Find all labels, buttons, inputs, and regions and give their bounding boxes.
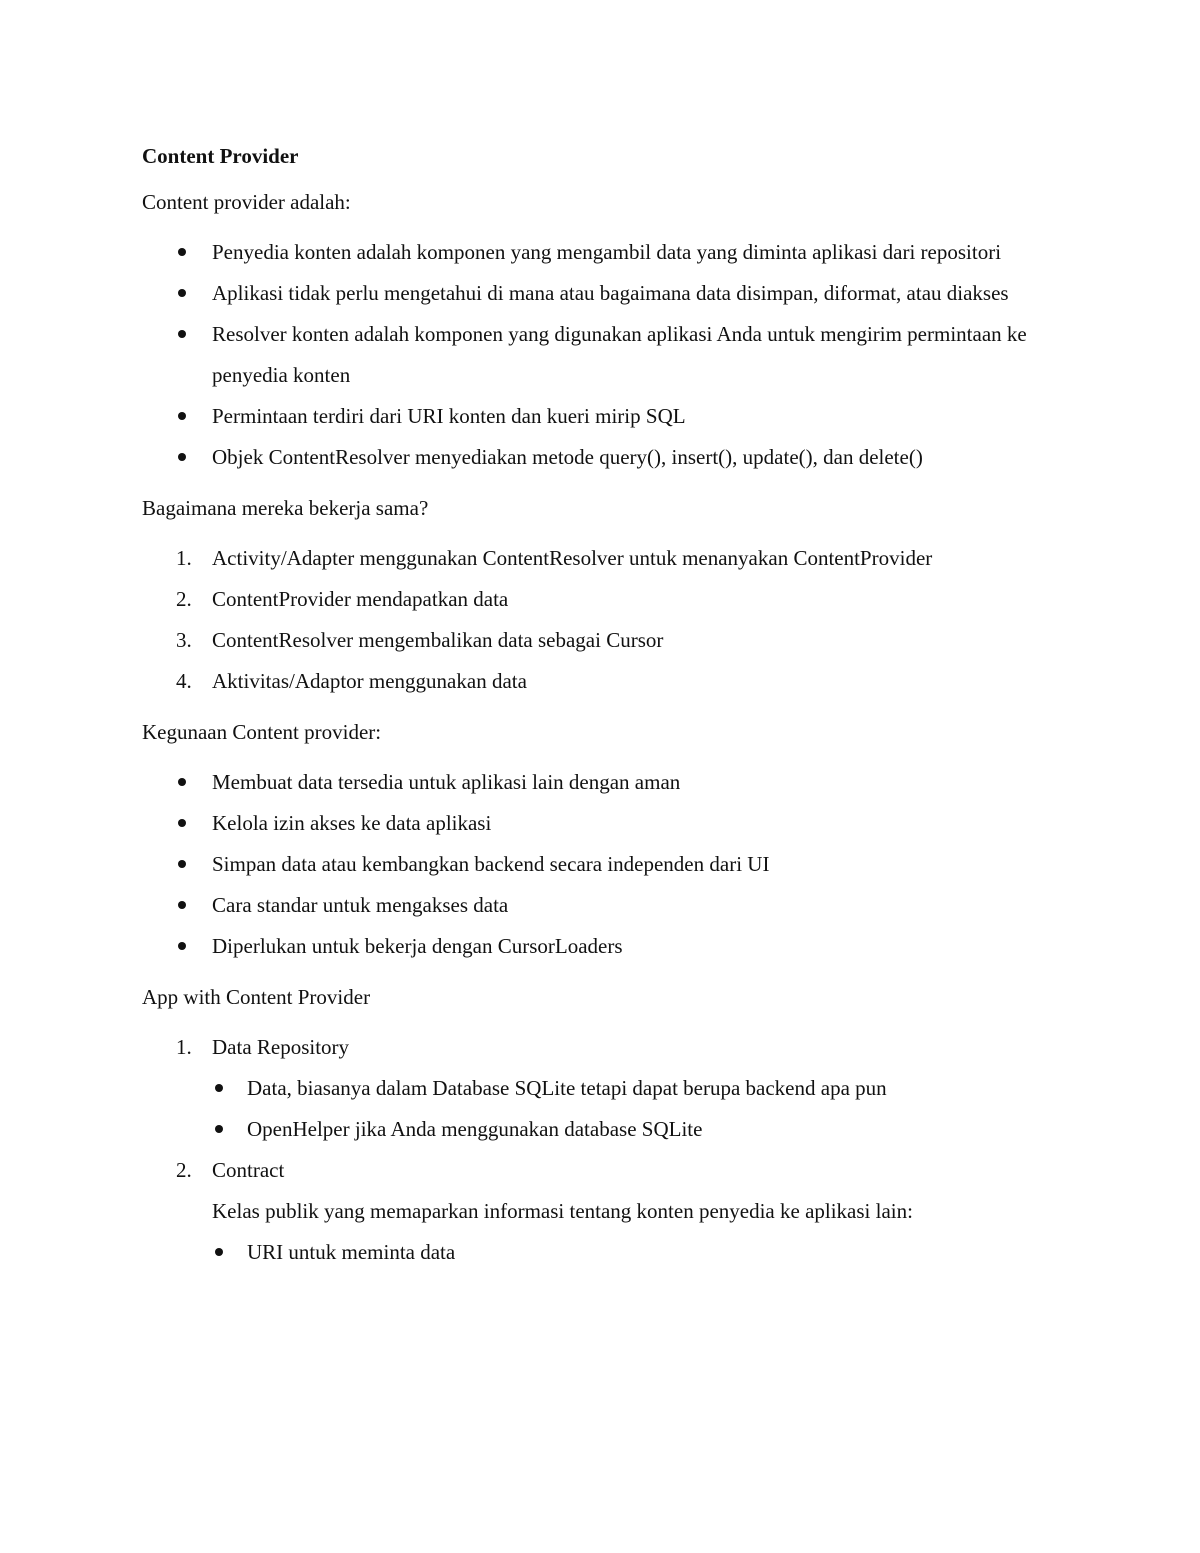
list-item-description: Kelas publik yang memaparkan informasi tentang konten penyedia ke aplikasi lain: (212, 1199, 913, 1223)
list-item: Diperlukan untuk bekerja dengan CursorLoaders (142, 926, 1042, 967)
list-item-text: Contract (212, 1158, 285, 1182)
list-item (142, 1150, 1042, 1273)
list-item: Resolver konten adalah komponen yang digunakan aplikasi Anda untuk mengirim permintaan ke penyedia konten (142, 314, 1042, 396)
uses-heading: Kegunaan Content provider: (142, 720, 382, 744)
list-item (142, 661, 1042, 702)
list-item (142, 1027, 1042, 1150)
sub-bullet-list (212, 1232, 1042, 1273)
list-item: Simpan data atau kembangkan backend secara independen dari UI (142, 844, 1042, 885)
sub-list-item: OpenHelper jika Anda menggunakan database SQLite (212, 1109, 1042, 1150)
intro-paragraph: Content provider adalah: (142, 190, 351, 214)
list-item (142, 579, 1042, 620)
app-items-list (142, 1027, 1042, 1273)
list-item: Membuat data tersedia untuk aplikasi lain dengan aman (142, 762, 1042, 803)
list-number: 1. (176, 1035, 192, 1059)
list-item: Cara standar untuk mengakses data (142, 885, 1042, 926)
list-item: Aplikasi tidak perlu mengetahui di mana atau bagaimana data disimpan, diformat, atau diakses (142, 273, 1042, 314)
list-item-text: ContentProvider mendapatkan data (212, 587, 509, 611)
list-number: 4. (176, 669, 192, 693)
list-item (142, 538, 1042, 579)
definition-bullet-list (142, 232, 1042, 478)
uses-bullet-list (142, 762, 1042, 967)
list-item-text: ContentResolver mengembalikan data sebagai Cursor (212, 628, 664, 652)
sub-list-item: URI untuk meminta data (212, 1232, 1042, 1273)
list-item-text: Activity/Adapter menggunakan ContentResolver untuk menanyakan ContentProvider (212, 546, 933, 570)
how-heading: Bagaimana mereka bekerja sama? (142, 496, 429, 520)
list-item: Penyedia konten adalah komponen yang mengambil data yang diminta aplikasi dari repositori (142, 232, 1042, 273)
sub-bullet-list (212, 1068, 1042, 1150)
document-body (142, 140, 1042, 1287)
list-number: 3. (176, 628, 192, 652)
list-item: Permintaan terdiri dari URI konten dan kueri mirip SQL (142, 396, 1042, 437)
how-steps-list (142, 538, 1042, 702)
sub-list-item: Data, biasanya dalam Database SQLite tetapi dapat berupa backend apa pun (212, 1068, 1042, 1109)
list-item-text: Data Repository (212, 1035, 350, 1059)
document-title: Content Provider (142, 144, 299, 168)
list-number: 1. (176, 546, 192, 570)
list-item: Kelola izin akses ke data aplikasi (142, 803, 1042, 844)
list-number: 2. (176, 1158, 192, 1182)
list-item: Objek ContentResolver menyediakan metode query(), insert(), update(), dan delete() (142, 437, 1042, 478)
list-number: 2. (176, 587, 192, 611)
list-item-text: Aktivitas/Adaptor menggunakan data (212, 669, 527, 693)
app-heading: App with Content Provider (142, 985, 371, 1009)
list-item (142, 620, 1042, 661)
